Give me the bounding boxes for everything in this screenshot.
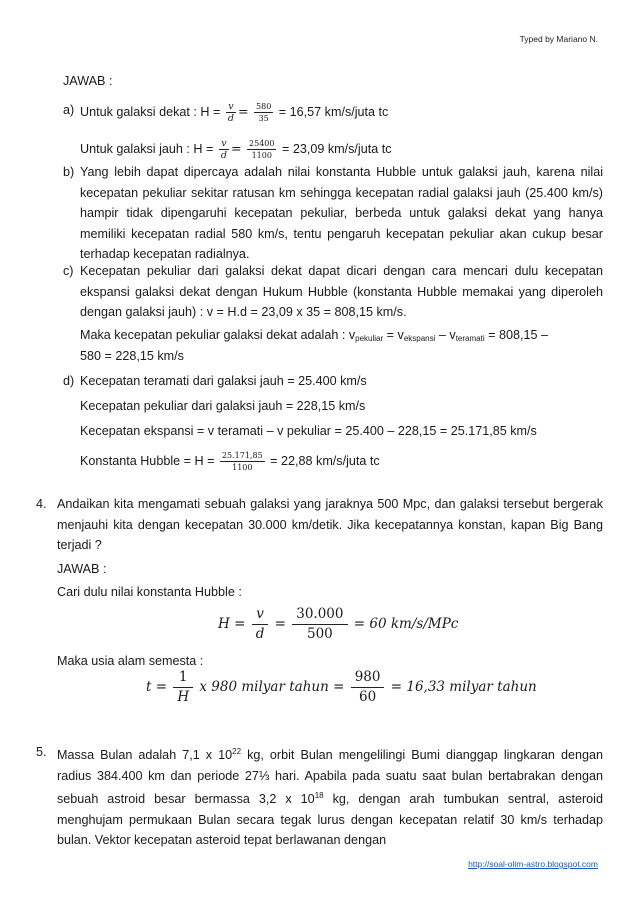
- item-a-label: a): [63, 103, 75, 117]
- item-c-label: c): [63, 264, 74, 278]
- question-5-number: 5.: [36, 745, 47, 759]
- item-a-line2: Untuk galaksi jauh : H = $\frac{v}{d}$ = $\frac{25400}{1100}$ = 23,09 km/s/juta tc: [80, 138, 392, 161]
- item-d-line3: Kecepatan ekspansi = v teramati – v pekuliar = 25.400 – 228,15 = 25.171,85 km/s: [80, 424, 537, 438]
- question-4-text: Andaikan kita mengamati sebuah galaksi yang jaraknya 500 Mpc, dan galaksi tersebut bergerak menjauhi kita dengan kecepatan 30.000 km/detik. Jika kecepatannya konstan, kapan Big Bang terjadi ?: [57, 497, 603, 552]
- item-d-label: d): [63, 374, 75, 388]
- equation-hubble: H = $\frac{v}{d}$ = $\frac{30.000}{500}$ = 60 km/s/MPc: [218, 606, 459, 642]
- question-4-number: 4.: [36, 497, 47, 511]
- item-d-line1: Kecepatan teramati dari galaksi jauh = 25.400 km/s: [80, 374, 367, 388]
- page-footer-link[interactable]: http://soal-olim-astro.blogspot.com: [468, 859, 598, 869]
- question-4-step2: Maka usia alam semesta :: [57, 654, 204, 668]
- item-d-line2: Kecepatan pekuliar dari galaksi jauh = 228,15 km/s: [80, 399, 366, 413]
- item-b-label: b): [63, 165, 75, 179]
- item-c-maka: Maka kecepatan pekuliar galaksi dekat adalah : $v_{pekuliar} = v_{ekspansi} - v_{teramati} = 808,15$ –: [80, 328, 548, 343]
- question-4-step1: Cari dulu nilai konstanta Hubble :: [57, 585, 242, 599]
- answer-heading-2: JAWAB :: [57, 562, 107, 576]
- item-c-maka-line2: 580 = 228,15 km/s: [80, 349, 184, 363]
- page-header: Typed by Mariano N.: [519, 34, 598, 44]
- item-a-line1: Untuk galaksi dekat : H = $\frac{v}{d}$ = $\frac{580}{35}$ = 16,57 km/s/juta tc: [80, 101, 389, 124]
- item-c-text: Kecepatan pekuliar dari galaksi dekat dapat dicari dengan cara mencari dulu kecepatan ekspansi galaksi dekat dengan Hukum Hubble (konstanta Hubble memakai yang diperoleh dengan galaksi jauh) : v = H.d = 23,09 x 35 = 808,15 km/s.: [80, 264, 603, 319]
- item-b-text: Yang lebih dapat dipercaya adalah nilai konstanta Hubble untuk galaksi jauh, karena nilai kecepatan pekuliar sekitar ratusan km sehingga kecepatan radial galaksi jauh (25.400 km/s) hampir tidak dipengaruhi kecepatan pekuliar, berbeda untuk galaksi dekat yang hanya memiliki kecepatan radial 580 km/s, tentu pengaruh kecepatan pekuliar akan cukup besar terhadap kecepatan radialnya.: [80, 165, 603, 261]
- answer-heading: JAWAB :: [63, 74, 113, 88]
- question-5-text: Massa Bulan adalah 7,1 x $10^{22}$ kg, orbit Bulan mengelilingi Bumi dianggap lingkaran dengan radius 384.400 km dan periode 27⅓ hari. Apabila pada suatu saat bulan bertabrakan dengan sebuah astroid besar bermassa 3,2 x $10^{18}$ kg, dengan arah tumbukan sentral, asteroid menghujam permukaan Bulan secara tegak lurus dengan kecepatan relatif 30 km/s terhadap bulan. Vektor kecepatan asteroid tepat berlawanan dengan: [57, 747, 603, 847]
- equation-age: t = $\frac{1}{H}$ x 980 milyar tahun = $\frac{980}{60}$ = 16,33 milyar tahun: [146, 669, 537, 705]
- item-d-line4: Konstanta Hubble = H = $\frac{25.171,85}{1100}$ = 22,88 km/s/juta tc: [80, 451, 380, 472]
